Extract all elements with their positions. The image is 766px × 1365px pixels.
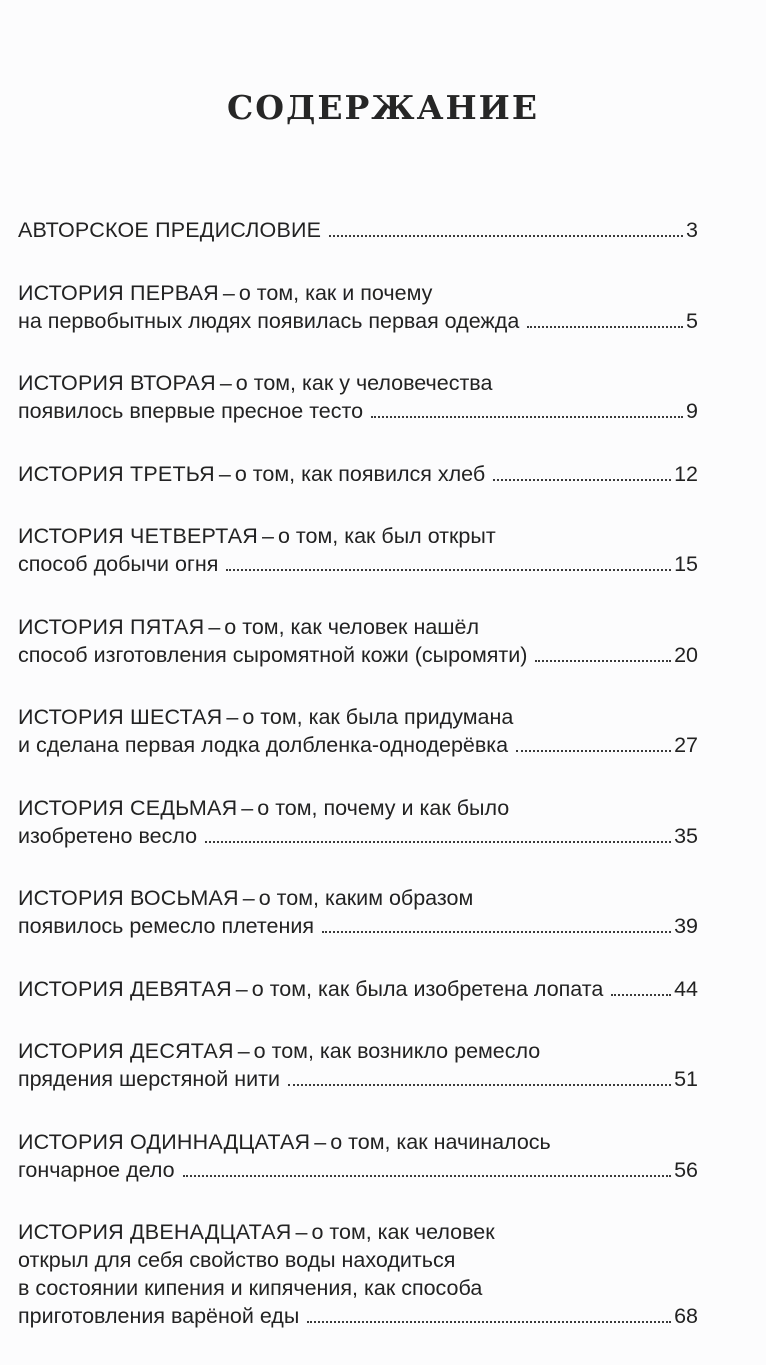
toc-entry-heading: ИСТОРИЯ ДВЕНАДЦАТАЯ	[18, 1220, 292, 1244]
toc-entry-last-line	[18, 1302, 698, 1330]
page-number: 51	[674, 1067, 698, 1091]
toc-entry-heading: ИСТОРИЯ СЕДЬМАЯ	[18, 795, 238, 820]
page-number: 39	[674, 914, 698, 938]
toc-entry-heading: ИСТОРИЯ ПЕРВАЯ	[18, 280, 219, 305]
dot-leader	[371, 416, 683, 418]
toc-entry-text: появилось ремесло плетения	[18, 914, 314, 938]
dash-separator: –	[219, 371, 232, 395]
toc-entry-description: о том, как начиналось	[330, 1129, 551, 1154]
toc-entry-first-line	[18, 522, 698, 550]
dash-separator: –	[235, 976, 248, 1001]
page-number: 44	[674, 976, 698, 1001]
toc-entry-continuation-line: открыл для себя свойство воды находиться	[18, 1248, 456, 1272]
toc-entry-last-line	[18, 307, 698, 335]
toc-entry-text: способ добычи огня	[18, 552, 219, 576]
toc-entry-text: прядения шерстяной нити	[18, 1067, 280, 1091]
toc-entry-description: о том, как появился хлеб	[234, 461, 486, 486]
toc-entry-text: появилось впервые пресное тесто	[18, 399, 364, 423]
toc-entry-last-line	[18, 1065, 698, 1093]
toc-entry-description: о том, как была придумана	[242, 705, 514, 729]
toc-entry	[18, 216, 698, 244]
toc-entry-last-line	[18, 975, 698, 1003]
toc-entry-description: о том, каким образом	[258, 886, 474, 910]
toc-entry-description: о том, как был открыт	[277, 524, 496, 548]
dot-leader	[527, 326, 683, 328]
page-number: 12	[674, 461, 698, 486]
toc-entry-first-line	[18, 703, 698, 731]
toc-entry-last-line	[18, 550, 698, 578]
toc-entry-first-line	[18, 1037, 698, 1065]
toc-entry	[18, 884, 698, 940]
toc-entry	[18, 703, 698, 759]
toc-entry-last-line	[18, 912, 698, 940]
dash-separator: –	[241, 795, 254, 820]
toc-entry-heading: АВТОРСКОЕ ПРЕДИСЛОВИЕ	[18, 218, 322, 242]
toc-entry-first-line	[18, 1218, 698, 1246]
toc-entry-text: и сделана первая лодка долбленка-однодерёвка	[18, 733, 509, 757]
toc-entry-last-line	[18, 216, 698, 244]
toc-entry	[18, 279, 698, 335]
toc-entry-text	[18, 216, 321, 244]
toc-entry-text: способ изготовления сыромятной кожи (сыромяти)	[18, 642, 528, 667]
toc-entry	[18, 369, 698, 425]
dot-leader	[288, 1084, 671, 1086]
toc-entry	[18, 522, 698, 578]
toc-entry-heading: ИСТОРИЯ ВОСЬМАЯ	[18, 886, 239, 910]
toc-entry-first-line	[18, 279, 698, 307]
page-number: 15	[674, 552, 698, 576]
toc-entry-heading: ИСТОРИЯ ТРЕТЬЯ	[18, 461, 215, 486]
toc-entry	[18, 613, 698, 669]
dot-leader	[322, 931, 671, 933]
toc-entry-description: о том, как была изобретена лопата	[251, 976, 604, 1001]
page-number: 3	[686, 218, 698, 242]
toc-entry	[18, 460, 698, 488]
toc-entry-description: о том, как у человечества	[235, 371, 493, 395]
dash-separator: –	[222, 280, 235, 305]
dash-separator: –	[218, 461, 231, 486]
toc-entry-text: гончарное дело	[18, 1157, 175, 1182]
toc-entry-heading: ИСТОРИЯ ШЕСТАЯ	[18, 705, 223, 729]
dot-leader	[535, 660, 671, 662]
toc-entry-heading: ИСТОРИЯ ДЕСЯТАЯ	[18, 1039, 234, 1063]
page-number: 56	[674, 1157, 698, 1182]
dot-leader	[226, 569, 671, 571]
toc-entry-last-line	[18, 1156, 698, 1184]
toc-entry-first-line	[18, 1128, 698, 1156]
toc-entry-text	[18, 460, 485, 488]
dash-separator: –	[295, 1220, 308, 1244]
toc-entry	[18, 1037, 698, 1093]
toc-entry-text: приготовления варёной еды	[18, 1304, 300, 1328]
page-number: 9	[686, 399, 698, 423]
toc-entry-last-line	[18, 397, 698, 425]
toc-entry-first-line	[18, 613, 698, 641]
dot-leader	[516, 750, 671, 752]
toc-entry-first-line	[18, 884, 698, 912]
dash-separator: –	[262, 524, 274, 548]
toc-entry-last-line	[18, 460, 698, 488]
toc-entry	[18, 1218, 698, 1330]
toc-entry	[18, 794, 698, 850]
dot-leader	[307, 1321, 671, 1323]
toc-entry-heading: ИСТОРИЯ ЧЕТВЕРТАЯ	[18, 524, 258, 548]
toc-entry-description: о том, как человек нашёл	[224, 614, 480, 639]
toc-entry-first-line	[18, 369, 698, 397]
toc-entry-last-line	[18, 641, 698, 669]
dot-leader	[205, 841, 671, 843]
dash-separator: –	[226, 705, 239, 729]
page-number: 5	[686, 308, 698, 333]
page-title: СОДЕРЖАНИЕ	[226, 88, 539, 128]
page-number: 68	[674, 1304, 698, 1328]
toc-entry	[18, 1128, 698, 1184]
dot-leader	[493, 479, 671, 481]
dot-leader	[329, 235, 683, 237]
toc-entry-last-line	[18, 822, 698, 850]
dash-separator: –	[242, 886, 255, 910]
toc-entry-heading: ИСТОРИЯ ОДИННАДЦАТАЯ	[18, 1129, 311, 1154]
dash-separator: –	[314, 1129, 327, 1154]
toc-entry-heading: ИСТОРИЯ ВТОРАЯ	[18, 371, 216, 395]
toc-entry-last-line	[18, 731, 698, 759]
toc-entry-text: на первобытных людях появилась первая одежда	[18, 308, 520, 333]
dot-leader	[611, 994, 671, 996]
dash-separator: –	[208, 614, 221, 639]
dot-leader	[183, 1175, 671, 1177]
toc-entry-heading: ИСТОРИЯ ДЕВЯТАЯ	[18, 976, 232, 1001]
page-number: 20	[674, 642, 698, 667]
toc-entry-heading: ИСТОРИЯ ПЯТАЯ	[18, 614, 205, 639]
toc-entry	[18, 975, 698, 1003]
toc-entry-continuation-line: в состоянии кипения и кипячения, как способа	[18, 1276, 483, 1300]
toc-entry-description: о том, как возникло ремесло	[253, 1039, 541, 1063]
toc-entry-text: изобретено весло	[18, 823, 198, 848]
toc-entry-description: о том, как человек	[311, 1220, 495, 1244]
dash-separator: –	[237, 1039, 250, 1063]
page-number: 27	[674, 733, 698, 757]
toc-entry-text	[18, 975, 603, 1003]
page-number: 35	[674, 823, 698, 848]
toc-entry-first-line	[18, 794, 698, 822]
table-of-contents	[18, 216, 698, 1365]
toc-entry-description: о том, почему и как было	[257, 795, 510, 820]
toc-entry-description: о том, как и почему	[238, 280, 433, 305]
